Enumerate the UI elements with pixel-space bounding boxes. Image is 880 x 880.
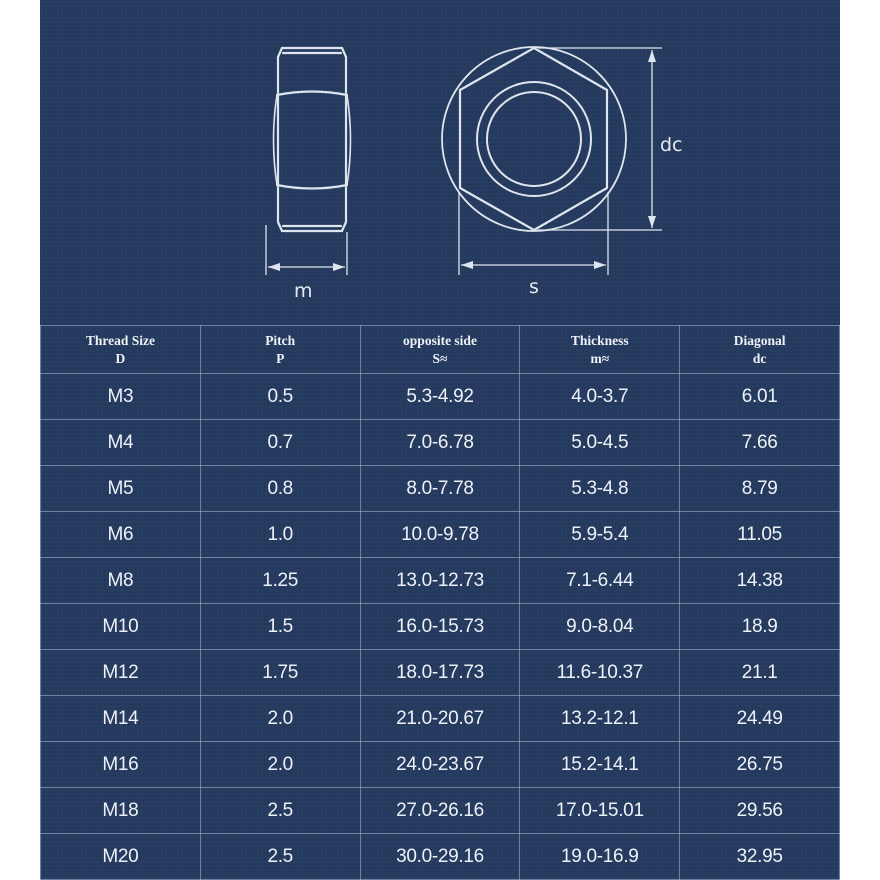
cell-thread-size: M10	[41, 604, 201, 650]
cell-opposite-side: 10.0-9.78	[360, 512, 520, 558]
cell-opposite-side: 16.0-15.73	[360, 604, 520, 650]
cell-thread-size: M20	[41, 834, 201, 880]
table-row	[41, 604, 840, 650]
cell-thickness: 19.0-16.9	[520, 834, 680, 880]
cell-diagonal: 26.75	[680, 742, 840, 788]
cell-opposite-side: 24.0-23.67	[360, 742, 520, 788]
cell-pitch: 2.5	[200, 834, 360, 880]
table-row	[41, 696, 840, 742]
cell-opposite-side: 7.0-6.78	[360, 420, 520, 466]
cell-opposite-side: 27.0-26.16	[360, 788, 520, 834]
cell-thread-size: M18	[41, 788, 201, 834]
cell-thread-size: M6	[41, 512, 201, 558]
cell-pitch: 0.8	[200, 466, 360, 512]
dimension-label-m: m	[294, 280, 313, 302]
nut-front-view	[442, 47, 626, 231]
table-row	[41, 742, 840, 788]
cell-diagonal: 6.01	[680, 374, 840, 420]
cell-thread-size: M12	[41, 650, 201, 696]
cell-opposite-side: 30.0-29.16	[360, 834, 520, 880]
cell-thickness: 5.3-4.8	[520, 466, 680, 512]
cell-pitch: 1.25	[200, 558, 360, 604]
cell-diagonal: 8.79	[680, 466, 840, 512]
cell-pitch: 0.5	[200, 374, 360, 420]
cell-thickness: 11.6-10.37	[520, 650, 680, 696]
cell-thickness: 13.2-12.1	[520, 696, 680, 742]
table-row	[41, 466, 840, 512]
cell-opposite-side: 21.0-20.67	[360, 696, 520, 742]
cell-thickness: 7.1-6.44	[520, 558, 680, 604]
specification-table	[40, 325, 840, 880]
cell-opposite-side: 8.0-7.78	[360, 466, 520, 512]
header-diagonal: Diagonal dc	[680, 326, 840, 374]
cell-opposite-side: 5.3-4.92	[360, 374, 520, 420]
table-body	[41, 374, 840, 880]
cell-pitch: 0.7	[200, 420, 360, 466]
cell-diagonal: 32.95	[680, 834, 840, 880]
cell-thread-size: M5	[41, 466, 201, 512]
nut-side-view	[274, 48, 351, 231]
cell-diagonal: 29.56	[680, 788, 840, 834]
cell-pitch: 2.0	[200, 696, 360, 742]
cell-pitch: 1.75	[200, 650, 360, 696]
header-opposite-side: opposite side S≈	[360, 326, 520, 374]
hex-nut-drawing	[40, 0, 840, 325]
cell-diagonal: 24.49	[680, 696, 840, 742]
cell-opposite-side: 13.0-12.73	[360, 558, 520, 604]
cell-thickness: 15.2-14.1	[520, 742, 680, 788]
cell-thickness: 9.0-8.04	[520, 604, 680, 650]
spec-panel	[40, 0, 840, 880]
cell-diagonal: 11.05	[680, 512, 840, 558]
cell-pitch: 2.0	[200, 742, 360, 788]
table-row	[41, 558, 840, 604]
header-thread-size: Thread Size D	[41, 326, 201, 374]
cell-diagonal: 21.1	[680, 650, 840, 696]
cell-thickness: 5.0-4.5	[520, 420, 680, 466]
cell-diagonal: 18.9	[680, 604, 840, 650]
cell-thickness: 4.0-3.7	[520, 374, 680, 420]
dimension-lines	[266, 48, 662, 275]
cell-thread-size: M16	[41, 742, 201, 788]
cell-pitch: 1.0	[200, 512, 360, 558]
table-row	[41, 788, 840, 834]
cell-pitch: 1.5	[200, 604, 360, 650]
cell-opposite-side: 18.0-17.73	[360, 650, 520, 696]
cell-thread-size: M8	[41, 558, 201, 604]
hex-nut-diagram	[40, 0, 840, 325]
cell-thickness: 17.0-15.01	[520, 788, 680, 834]
table-row	[41, 650, 840, 696]
dimension-label-dc: dc	[660, 134, 683, 156]
cell-thickness: 5.9-5.4	[520, 512, 680, 558]
table-row	[41, 374, 840, 420]
header-pitch: Pitch P	[200, 326, 360, 374]
header-thickness: Thickness m≈	[520, 326, 680, 374]
table-row	[41, 512, 840, 558]
cell-diagonal: 14.38	[680, 558, 840, 604]
table-header-row	[41, 326, 840, 374]
cell-thread-size: M4	[41, 420, 201, 466]
cell-thread-size: M3	[41, 374, 201, 420]
table-row	[41, 834, 840, 880]
cell-diagonal: 7.66	[680, 420, 840, 466]
dimension-label-s: s	[529, 276, 539, 298]
cell-thread-size: M14	[41, 696, 201, 742]
cell-pitch: 2.5	[200, 788, 360, 834]
table-row	[41, 420, 840, 466]
